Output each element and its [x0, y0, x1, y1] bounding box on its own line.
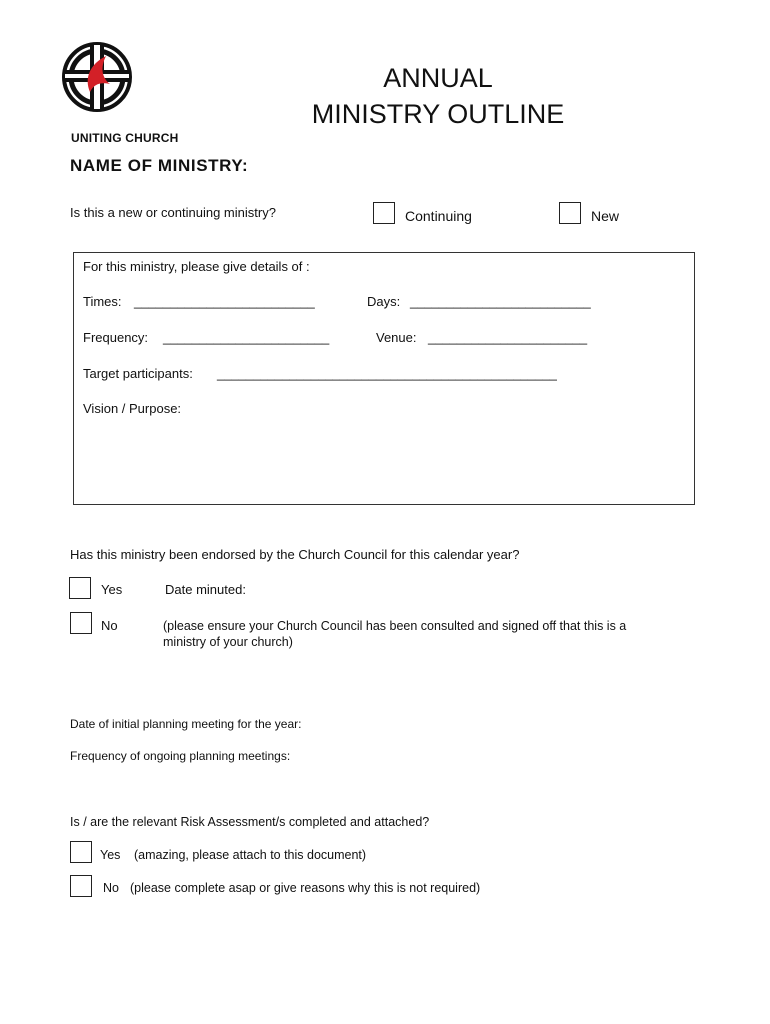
continuing-label: Continuing — [405, 208, 472, 224]
risk-no-note: (please complete asap or give reasons why this is not required) — [130, 881, 481, 895]
endorsed-yes-checkbox[interactable] — [69, 577, 91, 599]
endorsement-question: Has this ministry been endorsed by the Church Council for this calendar year? — [70, 547, 520, 562]
continuing-checkbox[interactable] — [373, 202, 395, 224]
new-or-continuing-question: Is this a new or continuing ministry? — [70, 205, 276, 220]
ministry-name-label: NAME OF MINISTRY: — [70, 156, 249, 175]
endorsed-no-label: No — [101, 618, 118, 633]
risk-yes-checkbox[interactable] — [70, 841, 92, 863]
frequency-label: Frequency: — [83, 330, 149, 345]
endorsed-yes-label: Yes — [101, 582, 123, 597]
title-line-2: MINISTRY OUTLINE — [311, 99, 565, 129]
endorsed-no-note-line-1: (please ensure your Church Council has been consulted and signed off that this is a — [163, 619, 627, 633]
target-participants-label: Target participants: — [83, 366, 193, 381]
days-label: Days: — [367, 294, 401, 309]
times-field[interactable]: _________________________ — [134, 294, 315, 309]
risk-yes-label: Yes — [100, 848, 121, 862]
endorsed-no-checkbox[interactable] — [70, 612, 92, 634]
endorsed-no-note-line-2: ministry of your church) — [163, 635, 293, 649]
target-participants-field[interactable]: _______________________________________________ — [217, 366, 557, 381]
times-label: Times: — [83, 294, 122, 309]
church-name: UNITING CHURCH — [71, 131, 179, 145]
initial-planning-meeting-label: Date of initial planning meeting for the year: — [70, 717, 302, 731]
title-line-1: ANNUAL — [383, 63, 493, 93]
risk-no-checkbox[interactable] — [70, 875, 92, 897]
frequency-field[interactable]: _______________________ — [163, 330, 330, 345]
new-label: New — [591, 208, 620, 224]
risk-yes-note: (amazing, please attach to this document) — [134, 848, 367, 862]
details-intro: For this ministry, please give details of : — [83, 259, 310, 274]
new-checkbox[interactable] — [559, 202, 581, 224]
venue-field[interactable]: ______________________ — [428, 330, 588, 345]
risk-assessment-question: Is / are the relevant Risk Assessment/s completed and attached? — [70, 815, 430, 829]
date-minuted-label: Date minuted: — [165, 582, 246, 597]
days-field[interactable]: _________________________ — [410, 294, 591, 309]
ongoing-planning-frequency-label: Frequency of ongoing planning meetings: — [70, 749, 291, 763]
vision-purpose-label: Vision / Purpose: — [83, 401, 182, 416]
risk-no-label: No — [103, 881, 119, 895]
venue-label: Venue: — [376, 330, 417, 345]
uniting-church-logo-icon — [60, 42, 134, 112]
document-title — [300, 60, 576, 132]
